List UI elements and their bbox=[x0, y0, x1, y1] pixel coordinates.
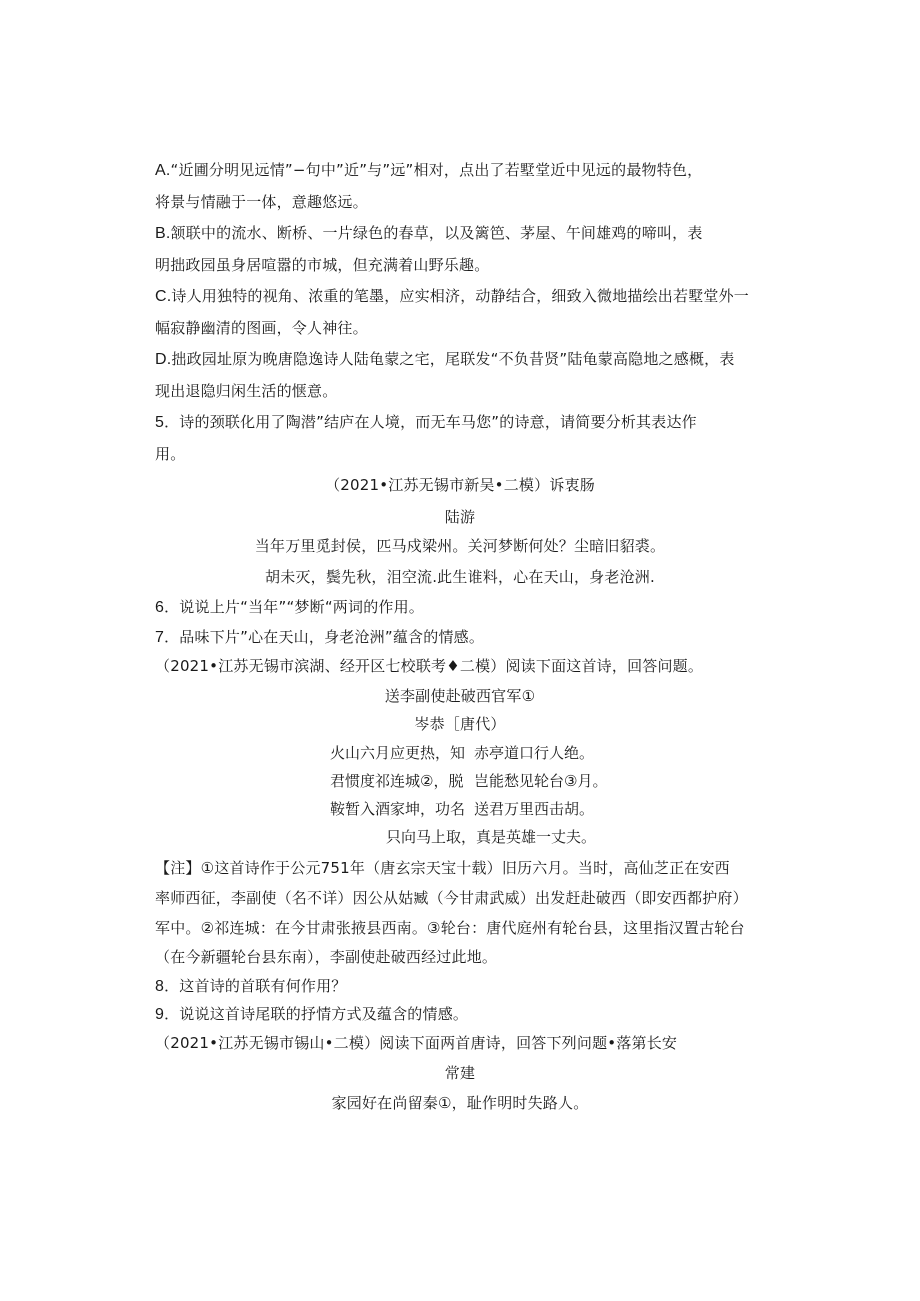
question-7 bbox=[155, 627, 484, 648]
poem2-row3-right: 送君万里西击胡。 bbox=[474, 800, 595, 818]
question-8 bbox=[155, 976, 347, 997]
poem2-row2-left: 君惯度祁连城②，脱 bbox=[330, 772, 464, 790]
question-5-text: ．诗的颈联化用了陶潜”结庐在人境，而无车马您”的诗意，请简要分析其表达作 bbox=[164, 413, 697, 431]
poem2-row1-left: 火山六月应更热，知 bbox=[330, 744, 466, 762]
option-c-label: C. bbox=[155, 288, 172, 305]
poem2-title: 送李副使赴破西官军① bbox=[384, 687, 536, 705]
question-9-text: ．说说这首诗尾联的抒情方式及蕴含的情感。 bbox=[164, 1005, 469, 1023]
question-9-number: 9 bbox=[155, 1006, 165, 1023]
poem1-source: （2021•江苏无锡市新吴•二模）诉衷肠 bbox=[325, 476, 595, 494]
question-6-text: ．说说上片“当年”“梦断“两词的作用。 bbox=[164, 598, 424, 616]
option-d-label: D. bbox=[155, 351, 172, 368]
option-d-line1 bbox=[155, 349, 735, 370]
poem1-line1: 当年万里觅封侯，匹马戍梁州。关河梦断何处？尘暗旧貂裘。 bbox=[254, 537, 666, 555]
note-line3: 军中。②祁连城：在今甘肃张掖县西南。③轮台：唐代庭州有轮台县，这里指汉置古轮台 bbox=[155, 919, 745, 937]
question-8-text: ．这首诗的首联有何作用？ bbox=[164, 977, 347, 995]
poem3-source: （2021•江苏无锡市锡山•二模）阅读下面两首唐诗，回答下列问题•落第长安 bbox=[155, 1034, 678, 1052]
note-line2: 率师西征，李副使（名不详）因公从姑臧（今甘肃武威）出发赶赴破西（即安西都护府） bbox=[155, 889, 748, 907]
question-5-line1 bbox=[155, 412, 697, 433]
option-d-text1: 拙政园址原为晚唐隐逸诗人陆龟蒙之宅，尾联发“不负昔贤”陆龟蒙高隐地之感概，表 bbox=[171, 350, 735, 368]
option-a-line2: 将景与情融于一体，意趣悠远。 bbox=[155, 193, 368, 211]
option-b-line2: 明拙政园虽身居喧嚣的市城，但充满着山野乐趣。 bbox=[155, 256, 490, 274]
question-9 bbox=[155, 1004, 468, 1025]
poem3-line1: 家园好在尚留秦①，耻作明时失路人。 bbox=[331, 1094, 589, 1112]
poem2-source: （2021•江苏无锡市滨湖、经开区七校联考♦二模）阅读下面这首诗，回答问题。 bbox=[155, 657, 704, 675]
question-7-text: ．品味下片”心在天山，身老沧洲”蕴含的情感。 bbox=[164, 628, 485, 646]
option-a-text1: “近圃分明见远情”−句中”近”与”远”相对，点出了若墅堂近中见远的最物特色， bbox=[170, 161, 703, 179]
poem2-row2-right: 岂能愁见轮台③月。 bbox=[474, 772, 608, 790]
question-6 bbox=[155, 597, 424, 618]
option-b-label: B. bbox=[155, 225, 171, 242]
option-c-line2: 幅寂静幽清的图画，令人神往。 bbox=[155, 319, 368, 337]
option-c-line1 bbox=[155, 286, 749, 307]
poem1-line2: 胡未灭，鬓先秋，泪空流.此生谁料，心在天山，身老沧洲. bbox=[265, 568, 655, 586]
option-b-text1: 颔联中的流水、断桥、一片绿色的春草，以及篱笆、茅屋、午间雄鸡的啼叫，表 bbox=[170, 224, 703, 242]
poem2-author: 岑恭［唐代） bbox=[414, 715, 506, 733]
question-6-number: 6 bbox=[155, 599, 165, 616]
option-c-text1: 诗人用独特的视角、浓重的笔墨，应实相济，动静结合，细致入微地描绘出若墅堂外一 bbox=[171, 287, 750, 305]
question-8-number: 8 bbox=[155, 978, 165, 995]
question-7-number: 7 bbox=[155, 629, 165, 646]
poem1-author: 陆游 bbox=[444, 508, 476, 526]
option-a-line1 bbox=[155, 160, 702, 181]
poem2-row3-left: 鞍暂入酒家坤，功名 bbox=[330, 800, 466, 818]
poem3-author: 常建 bbox=[444, 1064, 476, 1082]
option-b-line1 bbox=[155, 223, 703, 244]
option-d-line2: 现出退隐归闲生活的惬意。 bbox=[155, 382, 338, 400]
poem2-row1-right: 赤亭道口行人绝。 bbox=[474, 744, 595, 762]
question-5-line2: 用。 bbox=[155, 445, 186, 463]
question-5-number: 5 bbox=[155, 414, 165, 431]
note-line4: （在今新疆轮台县东南），李副使赴破西经过此地。 bbox=[155, 948, 498, 966]
note-line1: 【注】①这首诗作于公元751年（唐玄宗天宝十载）旧历六月。当时，高仙芝正在安西 bbox=[155, 859, 730, 877]
poem2-last-line: 只向马上取，真是英雄一丈夫。 bbox=[386, 828, 597, 846]
option-a-label: A. bbox=[155, 162, 171, 179]
